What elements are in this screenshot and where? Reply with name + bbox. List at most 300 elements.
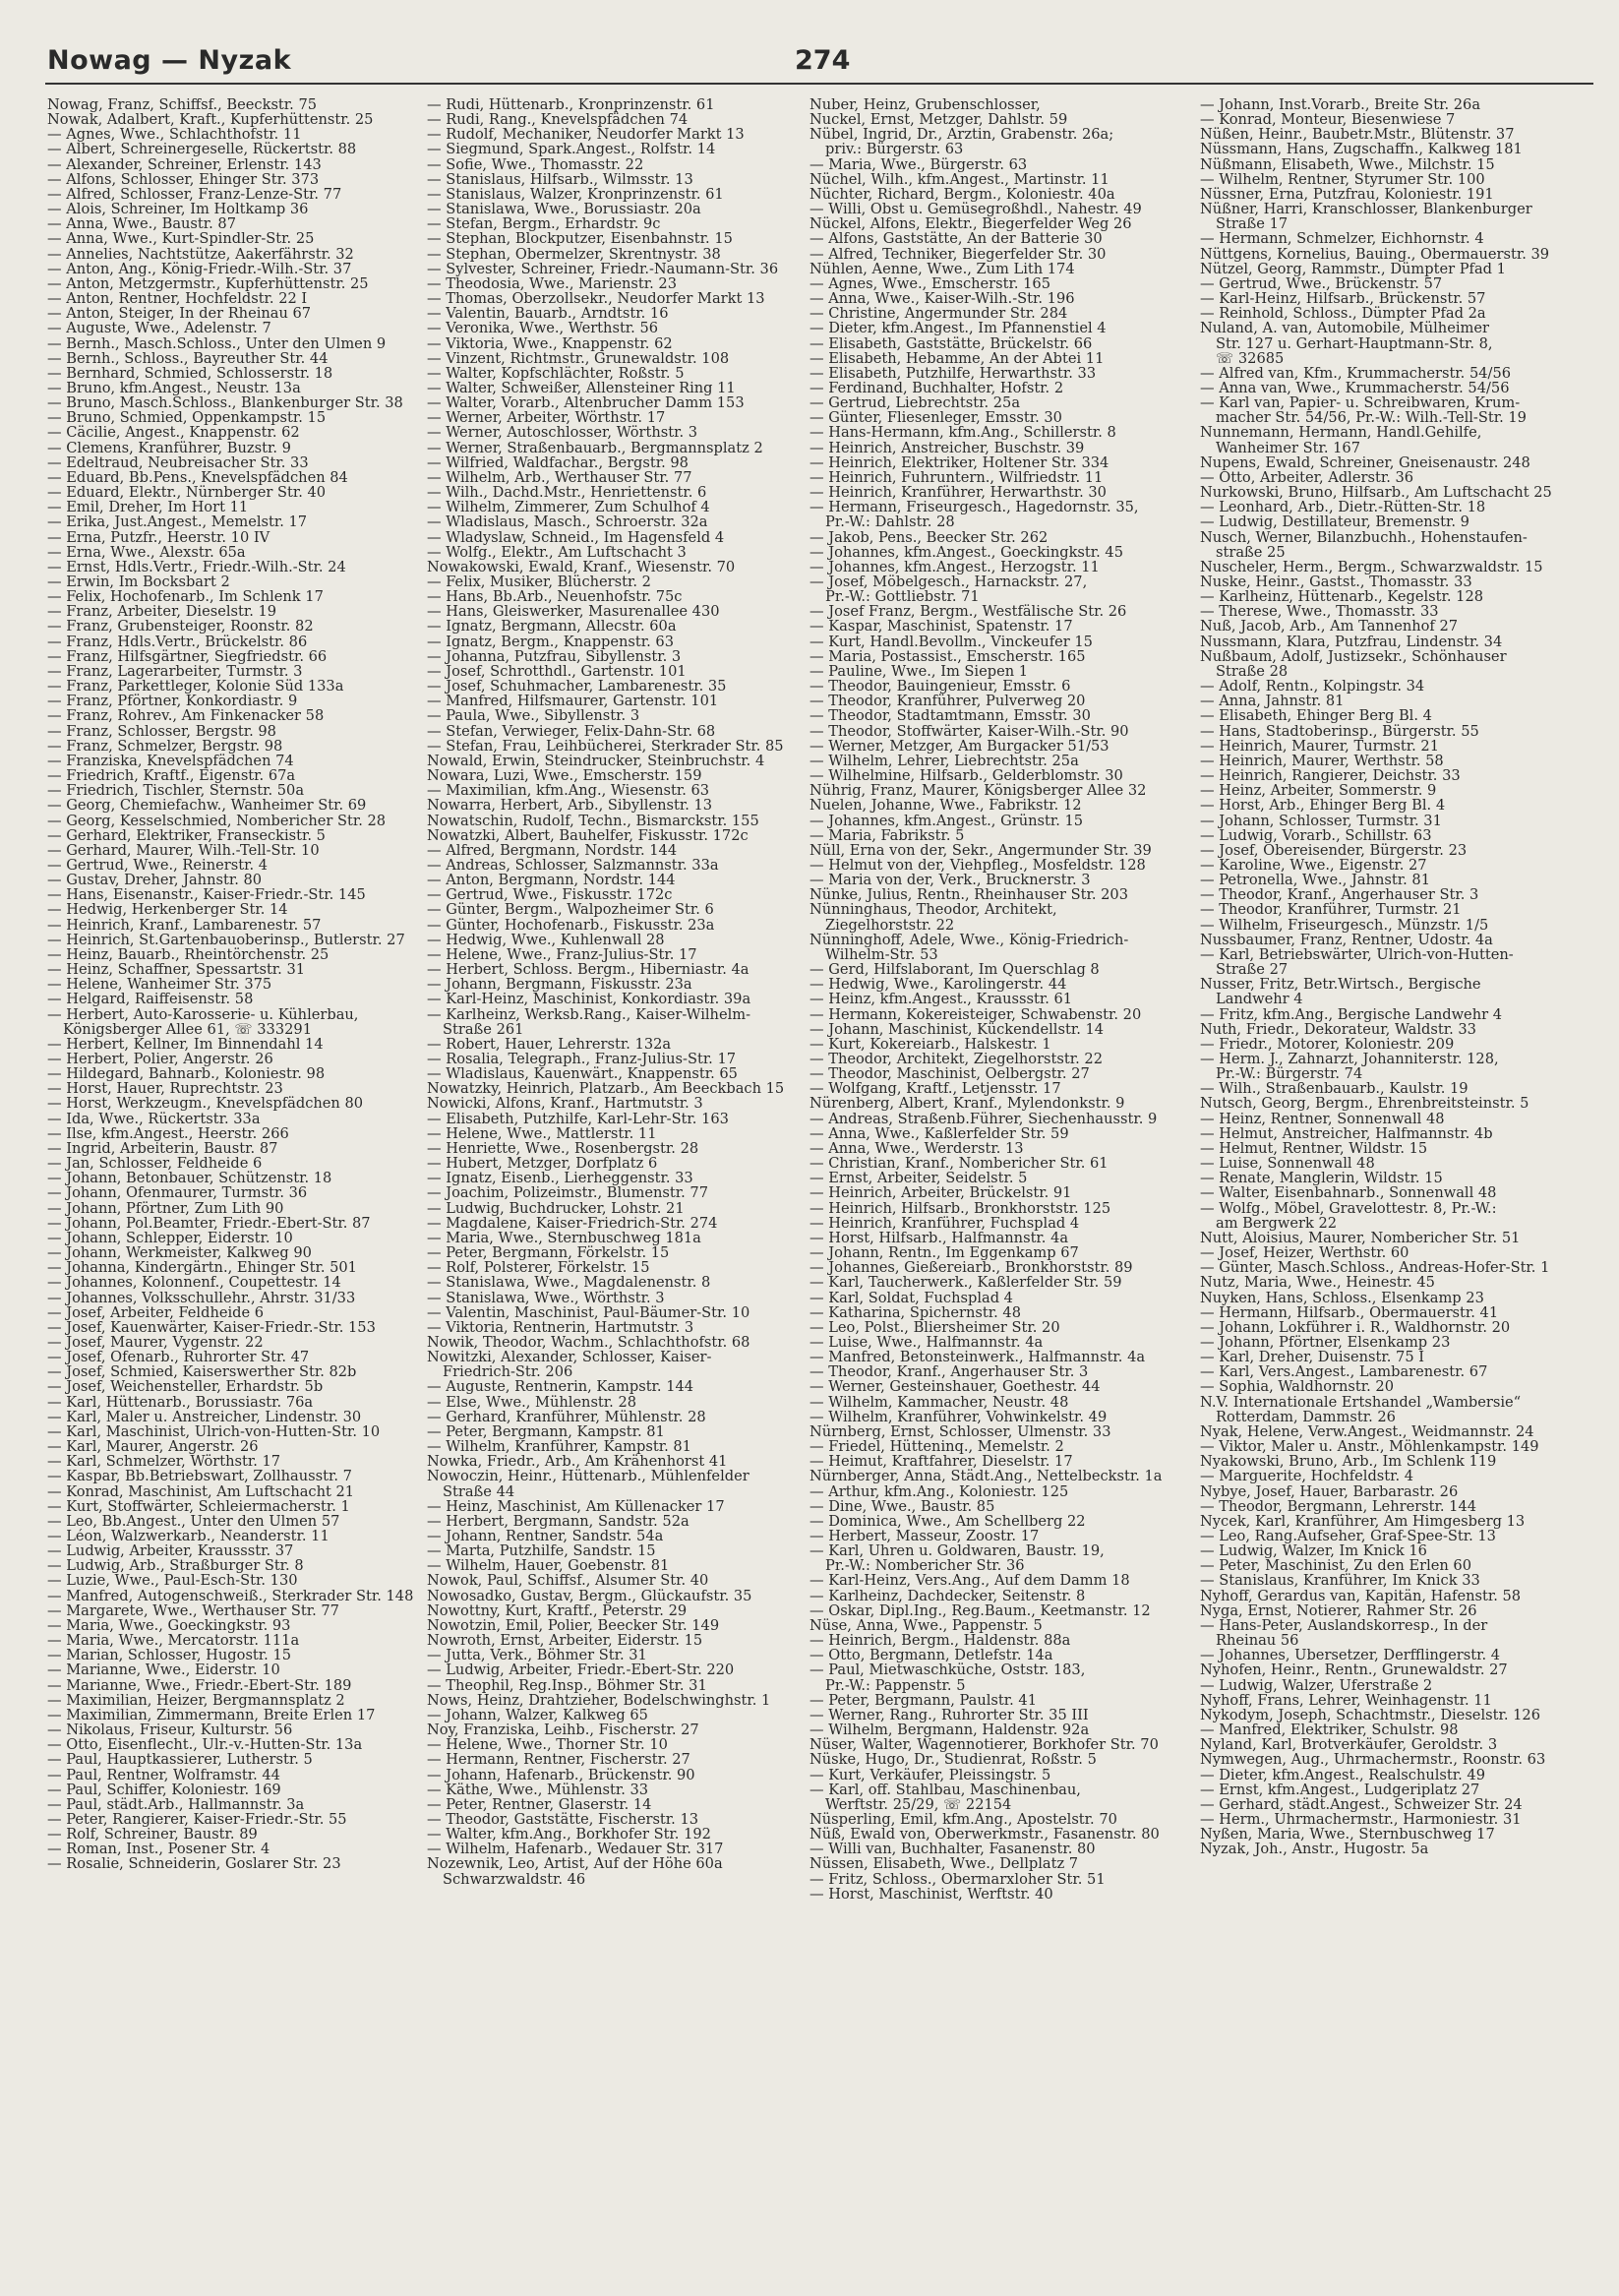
directory-entry: Nuth, Friedr., Dekorateur, Waldstr. 33 bbox=[1200, 1021, 1476, 1037]
directory-entry: — Gerd, Hilfslaborant, Im Querschlag 8 bbox=[810, 962, 1100, 978]
directory-entry: — Heinrich, Fuhruntern., Wilfriedstr. 11 bbox=[810, 469, 1104, 486]
directory-entry: — Sylvester, Schreiner, Friedr.-Naumann-Str. 36 bbox=[427, 261, 779, 276]
directory-entry: — Herm., Uhrmachermstr., Harmoniestr. 31 bbox=[1200, 1811, 1522, 1828]
directory-entry: — Franz, Schmelzer, Bergstr. 98 bbox=[47, 738, 283, 754]
directory-entry: — Oskar, Dipl.Ing., Reg.Baum., Keetmanstr. 12 bbox=[810, 1602, 1151, 1618]
page-title: Nowag — Nyzak bbox=[47, 45, 292, 76]
directory-entry: — Otto, Arbeiter, Adlerstr. 36 bbox=[1200, 469, 1414, 486]
directory-entry: — Franz, Rohrev., Am Finkenacker 58 bbox=[47, 708, 325, 724]
directory-entry: — Herm. J., Zahnarzt, Johanniterstr. 128, bbox=[1200, 1052, 1499, 1067]
directory-entry: Nowag, Franz, Schiffsf., Beeckstr. 75 bbox=[47, 97, 318, 113]
directory-entry: Straße 28 bbox=[1216, 663, 1289, 680]
directory-entry: — Johann, Bergmann, Fiskusstr. 23a bbox=[427, 977, 692, 993]
directory-entry: — Hermann, Rentner, Fischerstr. 27 bbox=[427, 1752, 690, 1768]
directory-entry: — Johannes, kfm.Angest., Grünstr. 15 bbox=[810, 813, 1084, 828]
directory-entry: — Heinrich, Kranführer, Fuchsplad 4 bbox=[810, 1215, 1080, 1231]
directory-entry: — Veronika, Wwe., Werthstr. 56 bbox=[427, 321, 659, 336]
directory-entry: — Wilhelm, Bergmann, Haldenstr. 92a bbox=[810, 1722, 1090, 1738]
directory-entry: — Paul, Schiffer, Koloniestr. 169 bbox=[47, 1782, 281, 1797]
directory-entry: — Alois, Schreiner, Im Holtkamp 36 bbox=[47, 202, 309, 217]
directory-entry: — Rudi, Hüttenarb., Kronprinzenstr. 61 bbox=[427, 97, 715, 113]
directory-entry: — Viktoria, Wwe., Knappenstr. 62 bbox=[427, 335, 673, 351]
directory-entry: — Arthur, kfm.Ang., Koloniestr. 125 bbox=[810, 1483, 1069, 1499]
directory-entry: — Maria, Wwe., Sternbuschweg 181a bbox=[427, 1230, 701, 1246]
directory-entry: — Leo, Polst., Bliersheimer Str. 20 bbox=[810, 1319, 1060, 1335]
directory-entry: — Karl, off. Stahlbau, Maschinenbau, bbox=[810, 1782, 1081, 1797]
directory-entry: — Rudi, Rang., Knevelspfädchen 74 bbox=[427, 112, 689, 128]
directory-entry: — Kurt, Verkäufer, Pleissingstr. 5 bbox=[810, 1767, 1051, 1782]
directory-entry: — Felix, Hochofenarb., Im Schlenk 17 bbox=[47, 589, 324, 605]
directory-entry: — Heinz, Maschinist, Am Küllenacker 17 bbox=[427, 1498, 725, 1514]
directory-entry: — Karlheinz, Werksb.Rang., Kaiser-Wilhelm- bbox=[427, 1006, 751, 1022]
directory-entry: straße 25 bbox=[1216, 544, 1286, 560]
directory-entry: — Hedwig, Wwe., Karolingerstr. 44 bbox=[810, 977, 1067, 993]
directory-entry: Nyakowski, Bruno, Arb., Im Schlenk 119 bbox=[1200, 1454, 1497, 1470]
directory-entry: — Stephan, Obermelzer, Skrentnystr. 38 bbox=[427, 246, 721, 262]
directory-entry: Nusser, Fritz, Betr.Wirtsch., Bergische bbox=[1200, 977, 1481, 993]
directory-entry: — Anna, Wwe., Werderstr. 13 bbox=[810, 1140, 1024, 1157]
directory-entry: — Magdalene, Kaiser-Friedrich-Str. 274 bbox=[427, 1215, 718, 1231]
directory-entry: — Therese, Wwe., Thomasstr. 33 bbox=[1200, 604, 1439, 620]
directory-entry: — Elisabeth, Putzhilfe, Herwarthstr. 33 bbox=[810, 365, 1097, 381]
directory-entry: — Wilhelmine, Hilfsarb., Gelderblomstr. 30 bbox=[810, 768, 1123, 784]
directory-entry: — Gertrud, Wwe., Reinerstr. 4 bbox=[47, 857, 269, 874]
directory-entry: Nowara, Luzi, Wwe., Emscherstr. 159 bbox=[427, 768, 702, 784]
directory-entry: — Johann, Rentner, Sandstr. 54a bbox=[427, 1529, 664, 1544]
directory-entry: — Stefan, Bergm., Erhardstr. 9c bbox=[427, 216, 661, 232]
directory-entry: Ziegelhorststr. 22 bbox=[825, 917, 955, 933]
directory-entry: — Theodor, Stadtamtmann, Emsstr. 30 bbox=[810, 708, 1091, 724]
directory-entry: — Theodor, Stoffwärter, Kaiser-Wilh.-Str. 90 bbox=[810, 723, 1129, 739]
directory-entry: — Helmut, Rentner, Wildstr. 15 bbox=[1200, 1140, 1428, 1157]
directory-entry: — Viktor, Maler u. Anstr., Möhlenkampstr. 149 bbox=[1200, 1439, 1539, 1455]
directory-entry: Nüttgens, Kornelius, Bauing., Obermauerstr. 39 bbox=[1200, 246, 1550, 262]
directory-entry: Nüll, Erna von der, Sekr., Angermunder Str. 39 bbox=[810, 842, 1152, 858]
directory-entry: Nüssmann, Hans, Zugschaffn., Kalkweg 181 bbox=[1200, 142, 1523, 157]
directory-column-4 bbox=[1200, 97, 1566, 1856]
directory-entry: Nückel, Alfons, Elektr., Biegerfelder Weg 26 bbox=[810, 216, 1132, 232]
directory-entry: Werftstr. 25/29, ☏ 22154 bbox=[825, 1796, 1012, 1812]
directory-entry: — Herbert, Kellner, Im Binnendahl 14 bbox=[47, 1036, 324, 1052]
directory-entry: — Karl-Heinz, Maschinist, Konkordiastr. 39a bbox=[427, 992, 751, 1007]
directory-entry: — Johanna, Kindergärtn., Ehinger Str. 501 bbox=[47, 1260, 357, 1276]
directory-entry: — Wilfried, Waldfachar., Bergstr. 98 bbox=[427, 454, 689, 470]
directory-entry: Nüsperling, Emil, kfm.Ang., Apostelstr. 70 bbox=[810, 1811, 1117, 1828]
directory-entry: — Wilhelm, Kammacher, Neustr. 48 bbox=[810, 1394, 1069, 1410]
directory-entry: — Heinrich, Anstreicher, Buschstr. 39 bbox=[810, 440, 1085, 455]
directory-entry: Nuyken, Hans, Schloss., Elsenkamp 23 bbox=[1200, 1290, 1484, 1305]
directory-entry: Nünke, Julius, Rentn., Rheinhauser Str. 203 bbox=[810, 887, 1128, 903]
directory-entry: — Johanna, Putzfrau, Sibyllenstr. 3 bbox=[427, 648, 682, 664]
directory-entry: — Stanislawa, Wwe., Magdalenenstr. 8 bbox=[427, 1275, 711, 1291]
directory-entry: Nyzak, Joh., Anstr., Hugostr. 5a bbox=[1200, 1842, 1429, 1857]
directory-entry: Nupens, Ewald, Schreiner, Gneisenaustr. 248 bbox=[1200, 454, 1530, 470]
directory-entry: — Walter, kfm.Ang., Borkhofer Str. 192 bbox=[427, 1827, 711, 1843]
directory-entry: Nowak, Adalbert, Kraft., Kupferhüttenstr. 25 bbox=[47, 112, 374, 128]
directory-entry: — Günter, Masch.Schloss., Andreas-Hofer-Str. 1 bbox=[1200, 1260, 1550, 1276]
directory-entry: — Helgard, Raiffeisenstr. 58 bbox=[47, 992, 254, 1007]
directory-entry: Nüssen, Elisabeth, Wwe., Dellplatz 7 bbox=[810, 1856, 1079, 1872]
directory-entry: Nuckel, Ernst, Metzger, Dahlstr. 59 bbox=[810, 112, 1068, 128]
directory-entry: Nussmann, Klara, Putzfrau, Lindenstr. 34 bbox=[1200, 634, 1503, 649]
directory-entry: — Manfred, Hilfsmaurer, Gartenstr. 101 bbox=[427, 694, 719, 709]
directory-entry: — Gerhard, Elektriker, Franseckistr. 5 bbox=[47, 827, 326, 843]
directory-entry: — Kurt, Stoffwärter, Schleiermacherstr. 1 bbox=[47, 1498, 350, 1514]
directory-entry: — Marianne, Wwe., Friedr.-Ebert-Str. 189 bbox=[47, 1677, 352, 1693]
directory-entry: — Theodor, Kranführer, Pulverweg 20 bbox=[810, 694, 1086, 709]
directory-entry: — Karl, Schmelzer, Wörthstr. 17 bbox=[47, 1454, 281, 1470]
directory-entry: — Cäcilie, Angest., Knappenstr. 62 bbox=[47, 425, 300, 441]
directory-entry: — Josef, Möbelgesch., Harnackstr. 27, bbox=[810, 574, 1088, 590]
directory-entry: — Gertrud, Liebrechtstr. 25a bbox=[810, 395, 1021, 411]
directory-entry: — Alfred, Schlosser, Franz-Lenze-Str. 77 bbox=[47, 186, 342, 203]
directory-entry: — Heinz, Schaffner, Spessartstr. 31 bbox=[47, 962, 306, 978]
directory-entry: — Alexander, Schreiner, Erlenstr. 143 bbox=[47, 156, 322, 172]
directory-entry: Nyhoff, Gerardus van, Kapitän, Hafenstr. 58 bbox=[1200, 1588, 1522, 1603]
directory-entry: Nowottny, Kurt, Kraftf., Peterstr. 29 bbox=[427, 1602, 688, 1618]
directory-entry: — Ludwig, Vorarb., Schillstr. 63 bbox=[1200, 827, 1432, 843]
directory-entry: Nüske, Hugo, Dr., Studienrat, Roßstr. 5 bbox=[810, 1752, 1097, 1768]
directory-entry: — Edeltraud, Neubreisacher Str. 33 bbox=[47, 454, 309, 470]
directory-entry: — Ernst, Hdls.Vertr., Friedr.-Wilh.-Str. 24 bbox=[47, 559, 346, 574]
directory-entry: Nussbaumer, Franz, Rentner, Udostr. 4a bbox=[1200, 932, 1493, 947]
directory-entry: — Christine, Angermunder Str. 284 bbox=[810, 306, 1068, 322]
directory-entry: — Peter, Rangierer, Kaiser-Friedr.-Str. 55 bbox=[47, 1811, 347, 1828]
directory-column-1 bbox=[47, 97, 413, 1872]
directory-entry: — Werner, Metzger, Am Burgacker 51/53 bbox=[810, 738, 1109, 754]
directory-entry: — Karlheinz, Hüttenarb., Kegelstr. 128 bbox=[1200, 589, 1484, 605]
directory-entry: — Walter, Schweißer, Allensteiner Ring 11 bbox=[427, 380, 736, 396]
directory-entry: — Gertrud, Wwe., Brückenstr. 57 bbox=[1200, 275, 1443, 292]
directory-entry: — Franz, Schlosser, Bergstr. 98 bbox=[47, 723, 276, 739]
directory-entry: Pr.-W.: Gottliebstr. 71 bbox=[825, 589, 980, 605]
directory-entry: — Maria von der, Verk., Brucknerstr. 3 bbox=[810, 873, 1091, 888]
directory-entry: — Walter, Kopfschlächter, Roßstr. 5 bbox=[427, 365, 685, 381]
directory-entry: — Hermann, Hilfsarb., Obermauerstr. 41 bbox=[1200, 1304, 1499, 1320]
directory-entry: — Henriette, Wwe., Rosenbergstr. 28 bbox=[427, 1140, 699, 1157]
directory-entry: — Friedrich, Tischler, Sternstr. 50a bbox=[47, 783, 305, 799]
directory-entry: — Wilhelm, Kranführer, Kampstr. 81 bbox=[427, 1439, 691, 1455]
directory-entry: Pr.-W.: Pappenstr. 5 bbox=[825, 1677, 966, 1693]
directory-entry: — Rolf, Schreiner, Baustr. 89 bbox=[47, 1827, 258, 1843]
directory-entry: Schwarzwaldstr. 46 bbox=[443, 1871, 586, 1887]
directory-entry: Nuske, Heinr., Gastst., Thomasstr. 33 bbox=[1200, 574, 1472, 590]
directory-entry: — Horst, Hilfsarb., Halfmannstr. 4a bbox=[810, 1230, 1069, 1246]
directory-entry: — Herbert, Auto-Karosserie- u. Kühlerbau, bbox=[47, 1006, 359, 1022]
directory-entry: — Josef, Schuhmacher, Lambarenestr. 35 bbox=[427, 679, 727, 695]
directory-entry: — Wilhelm, Hafenarb., Wedauer Str. 317 bbox=[427, 1842, 724, 1857]
directory-entry: Nutt, Aloisius, Maurer, Nombericher Str. 51 bbox=[1200, 1230, 1521, 1246]
directory-entry: — Johann, Schlosser, Turmstr. 31 bbox=[1200, 813, 1442, 828]
directory-entry: Wanheimer Str. 167 bbox=[1216, 440, 1360, 455]
directory-entry: — Helmut von der, Viehpfleg., Mosfeldstr. 128 bbox=[810, 857, 1146, 874]
directory-entry: Nykodym, Joseph, Schachtmstr., Dieselstr. 126 bbox=[1200, 1707, 1540, 1723]
directory-entry: — Helene, Wanheimer Str. 375 bbox=[47, 977, 272, 993]
directory-entry: — Heinrich, Bergm., Haldenstr. 88a bbox=[810, 1633, 1071, 1649]
directory-entry: — Wilhelm, Rentner, Styrumer Str. 100 bbox=[1200, 171, 1485, 187]
directory-entry: Straße 17 bbox=[1216, 216, 1289, 232]
directory-entry: Nuber, Heinz, Grubenschlosser, bbox=[810, 97, 1041, 113]
directory-entry: — Elisabeth, Putzhilfe, Karl-Lehr-Str. 163 bbox=[427, 1111, 729, 1126]
directory-entry: — Bruno, Schmied, Oppenkampstr. 15 bbox=[47, 410, 327, 426]
directory-entry: — Werner, Rang., Ruhrorter Str. 35 III bbox=[810, 1707, 1089, 1723]
directory-entry: — Wilhelm, Friseurgesch., Münzstr. 1/5 bbox=[1200, 917, 1489, 933]
directory-entry: — Wolfgang, Kraftf., Letjensstr. 17 bbox=[810, 1081, 1061, 1097]
directory-entry: Nusch, Werner, Bilanzbuchh., Hohenstaufen- bbox=[1200, 529, 1528, 545]
directory-entry: — Maximilian, Zimmermann, Breite Erlen 17 bbox=[47, 1707, 376, 1723]
directory-entry: — Karl, Maurer, Angerstr. 26 bbox=[47, 1439, 259, 1455]
directory-entry: Friedrich-Str. 206 bbox=[443, 1364, 573, 1380]
directory-entry: Nowakowski, Ewald, Kranf., Wiesenstr. 70 bbox=[427, 559, 736, 574]
directory-entry: — Stefan, Frau, Leihbücherei, Sterkrader Str. 85 bbox=[427, 738, 784, 754]
directory-entry: — Ludwig, Destillateur, Bremenstr. 9 bbox=[1200, 514, 1469, 530]
directory-entry: — Johann, Betonbauer, Schützenstr. 18 bbox=[47, 1171, 332, 1186]
directory-entry: — Elisabeth, Ehinger Berg Bl. 4 bbox=[1200, 708, 1432, 724]
directory-entry: — Heinrich, Maurer, Werthstr. 58 bbox=[1200, 753, 1444, 769]
directory-entry: — Theodor, Maschinist, Oelbergstr. 27 bbox=[810, 1066, 1090, 1082]
directory-entry: — Peter, Maschinist, Zu den Erlen 60 bbox=[1200, 1558, 1471, 1574]
directory-entry: — Willi van, Buchhalter, Fasanenstr. 80 bbox=[810, 1842, 1096, 1857]
directory-entry: Nuelen, Johanne, Wwe., Fabrikstr. 12 bbox=[810, 798, 1082, 814]
directory-entry: — Jan, Schlosser, Feldheide 6 bbox=[47, 1156, 263, 1172]
directory-entry: Nunnemann, Hermann, Handl.Gehilfe, bbox=[1200, 425, 1482, 441]
directory-entry: — Hildegard, Bahnarb., Koloniestr. 98 bbox=[47, 1066, 326, 1082]
directory-entry: Pr.-W.: Bürgerstr. 74 bbox=[1216, 1066, 1363, 1082]
directory-entry: — Josef, Heizer, Werthstr. 60 bbox=[1200, 1245, 1409, 1261]
directory-entry: — Ignatz, Eisenb., Lierheggenstr. 33 bbox=[427, 1171, 693, 1186]
directory-entry: — Theodosia, Wwe., Marienstr. 23 bbox=[427, 275, 677, 292]
directory-entry: Nüßmann, Elisabeth, Wwe., Milchstr. 15 bbox=[1200, 156, 1495, 172]
directory-entry: Nyak, Helene, Verw.Angest., Weidmannstr. 24 bbox=[1200, 1423, 1534, 1440]
directory-entry: — Karl, Dreher, Duisenstr. 75 I bbox=[1200, 1350, 1425, 1365]
directory-entry: — Josef, Schmied, Kaiserswerther Str. 82b bbox=[47, 1364, 357, 1380]
directory-entry: — Johannes, Volksschullehr., Ahrstr. 31/33 bbox=[47, 1290, 356, 1305]
directory-entry: — Johannes, kfm.Angest., Goeckingkstr. 45 bbox=[810, 544, 1124, 560]
header-rule bbox=[45, 83, 1593, 85]
directory-entry: — Hedwig, Herkenberger Str. 14 bbox=[47, 902, 288, 918]
directory-entry: — Margarete, Wwe., Werthauser Str. 77 bbox=[47, 1602, 339, 1618]
directory-entry: — Stanislaus, Hilfsarb., Wilmsstr. 13 bbox=[427, 171, 693, 187]
directory-entry: — Luzie, Wwe., Paul-Esch-Str. 130 bbox=[47, 1573, 298, 1589]
directory-entry: Pr.-W.: Dahlstr. 28 bbox=[825, 514, 955, 530]
directory-entry: — Werner, Arbeiter, Wörthstr. 17 bbox=[427, 410, 666, 426]
directory-entry: — Agnes, Wwe., Emscherstr. 165 bbox=[810, 275, 1050, 292]
directory-entry: — Herbert, Polier, Angerstr. 26 bbox=[47, 1052, 273, 1067]
directory-entry: — Karl, Uhren u. Goldwaren, Baustr. 19, bbox=[810, 1543, 1105, 1559]
directory-entry: Nowatzky, Heinrich, Platzarb., Am Beeckbach 15 bbox=[427, 1081, 785, 1097]
directory-entry: — Johann, Pol.Beamter, Friedr.-Ebert-Str. 87 bbox=[47, 1215, 371, 1231]
directory-entry: — Heinrich, Maurer, Turmstr. 21 bbox=[1200, 738, 1439, 754]
directory-entry: — Josef, Arbeiter, Feldheide 6 bbox=[47, 1304, 265, 1320]
directory-entry: — Theodor, Kranf., Angerhauser Str. 3 bbox=[810, 1364, 1089, 1380]
directory-entry: Nürnberg, Ernst, Schlosser, Ulmenstr. 33 bbox=[810, 1423, 1111, 1440]
directory-entry: — Franz, Hilfsgärtner, Siegfriedstr. 66 bbox=[47, 648, 328, 664]
directory-entry: — Robert, Hauer, Lehrerstr. 132a bbox=[427, 1036, 672, 1052]
directory-entry: Nymwegen, Aug., Uhrmachermstr., Roonstr. 63 bbox=[1200, 1752, 1546, 1768]
directory-entry: — Karoline, Wwe., Eigenstr. 27 bbox=[1200, 857, 1427, 874]
directory-entry: Nuß, Jacob, Arb., Am Tannenhof 27 bbox=[1200, 619, 1459, 634]
directory-entry: Nüßen, Heinr., Baubetr.Mstr., Blütenstr. 37 bbox=[1200, 127, 1515, 143]
directory-entry: — Anna, Wwe., Kaßlerfelder Str. 59 bbox=[810, 1125, 1069, 1141]
directory-entry: — Anna, Jahnstr. 81 bbox=[1200, 694, 1345, 709]
directory-entry: Nyland, Karl, Brotverkäufer, Geroldstr. 3 bbox=[1200, 1737, 1498, 1753]
directory-entry: Nuscheler, Herm., Bergm., Schwarzwaldstr. 15 bbox=[1200, 559, 1543, 574]
directory-entry: — Horst, Maschinist, Werftstr. 40 bbox=[810, 1886, 1053, 1902]
directory-entry: — Werner, Autoschlosser, Wörthstr. 3 bbox=[427, 425, 698, 441]
directory-entry: — Vinzent, Richtmstr., Grunewaldstr. 108 bbox=[427, 350, 730, 366]
directory-entry: — Clemens, Kranführer, Buzstr. 9 bbox=[47, 440, 291, 455]
directory-entry: Nows, Heinz, Drahtzieher, Bodelschwinghstr. 1 bbox=[427, 1692, 771, 1708]
directory-entry: — Josef Franz, Bergm., Westfälische Str. 26 bbox=[810, 604, 1127, 620]
directory-entry: — Franz, Parkettleger, Kolonie Süd 133a bbox=[47, 679, 344, 695]
directory-entry: — Friedel, Hütteninq., Memelstr. 2 bbox=[810, 1439, 1064, 1455]
directory-entry: — Auguste, Wwe., Adelenstr. 7 bbox=[47, 321, 271, 336]
directory-entry: — Kaspar, Bb.Betriebswart, Zollhausstr. 7 bbox=[47, 1469, 352, 1484]
directory-entry: — Bruno, kfm.Angest., Neustr. 13a bbox=[47, 380, 301, 396]
directory-entry: — Gustav, Dreher, Jahnstr. 80 bbox=[47, 873, 263, 888]
directory-entry: — Johannes, kfm.Angest., Herzogstr. 11 bbox=[810, 559, 1100, 574]
directory-entry: Nürenberg, Albert, Kranf., Mylendonkstr. 9 bbox=[810, 1096, 1125, 1112]
directory-entry: — Karl, Taucherwerk., Kaßlerfelder Str. 59 bbox=[810, 1275, 1122, 1291]
directory-entry: — Herbert, Bergmann, Sandstr. 52a bbox=[427, 1513, 690, 1529]
directory-entry: — Erika, Just.Angest., Memelstr. 17 bbox=[47, 514, 308, 530]
directory-entry: — Leo, Bb.Angest., Unter den Ulmen 57 bbox=[47, 1513, 340, 1529]
directory-entry: Straße 261 bbox=[443, 1021, 524, 1037]
directory-entry: — Johann, Rentn., Im Eggenkamp 67 bbox=[810, 1245, 1079, 1261]
directory-entry: — Gerhard, Maurer, Wilh.-Tell-Str. 10 bbox=[47, 842, 320, 858]
directory-entry: Nutsch, Georg, Bergm., Ehrenbreitsteinstr. 5 bbox=[1200, 1096, 1529, 1112]
directory-entry: — Ernst, kfm.Angest., Ludgeriplatz 27 bbox=[1200, 1782, 1480, 1797]
directory-entry: — Erna, Putzfr., Heerstr. 10 IV bbox=[47, 529, 270, 545]
directory-entry: — Hans-Hermann, kfm.Ang., Schillerstr. 8 bbox=[810, 425, 1116, 441]
directory-entry: — Heinz, Rentner, Sonnenwall 48 bbox=[1200, 1111, 1445, 1126]
directory-entry: — Gerhard, städt.Angest., Schweizer Str. 24 bbox=[1200, 1796, 1523, 1812]
directory-entry: — Ignatz, Bergmann, Allecstr. 60a bbox=[427, 619, 677, 634]
directory-entry: — Josef, Ofenarb., Ruhrorter Str. 47 bbox=[47, 1350, 310, 1365]
directory-entry: — Pauline, Wwe., Im Siepen 1 bbox=[810, 663, 1029, 680]
directory-entry: — Walter, Eisenbahnarb., Sonnenwall 48 bbox=[1200, 1185, 1497, 1201]
directory-entry: — Günter, Bergm., Walpozheimer Str. 6 bbox=[427, 902, 714, 918]
directory-entry: — Nikolaus, Friseur, Kulturstr. 56 bbox=[47, 1722, 293, 1738]
directory-entry: — Günter, Fliesenleger, Emsstr. 30 bbox=[810, 410, 1062, 426]
directory-entry: — Dominica, Wwe., Am Schellberg 22 bbox=[810, 1513, 1086, 1529]
directory-entry: — Theodor, Bergmann, Lehrerstr. 144 bbox=[1200, 1498, 1477, 1514]
directory-entry: — Fritz, Schloss., Obermarxloher Str. 51 bbox=[810, 1871, 1106, 1887]
directory-entry: — Christian, Kranf., Nombericher Str. 61 bbox=[810, 1156, 1109, 1172]
directory-entry: — Hermann, Schmelzer, Eichhornstr. 4 bbox=[1200, 231, 1484, 247]
directory-entry: Nyhoff, Frans, Lehrer, Weinhagenstr. 11 bbox=[1200, 1692, 1492, 1708]
directory-entry: Nowicki, Alfons, Kranf., Hartmutstr. 3 bbox=[427, 1096, 703, 1112]
directory-entry: — Erwin, Im Bocksbart 2 bbox=[47, 574, 230, 590]
directory-entry: Landwehr 4 bbox=[1216, 992, 1303, 1007]
directory-entry: — Franz, Lagerarbeiter, Turmstr. 3 bbox=[47, 663, 303, 680]
directory-entry: — Theodor, Kranf., Angerhauser Str. 3 bbox=[1200, 887, 1479, 903]
directory-entry: — Andreas, Straßenb.Führer, Siechenhausstr. 9 bbox=[810, 1111, 1158, 1126]
directory-entry: Königsberger Allee 61, ☏ 333291 bbox=[63, 1021, 312, 1037]
directory-entry: Nützel, Georg, Rammstr., Dümpter Pfad 1 bbox=[1200, 261, 1506, 276]
directory-entry: — Maria, Wwe., Goeckingkstr. 93 bbox=[47, 1617, 291, 1634]
directory-entry: Noy, Franziska, Leihb., Fischerstr. 27 bbox=[427, 1722, 699, 1738]
directory-entry: — Ferdinand, Buchhalter, Hofstr. 2 bbox=[810, 380, 1064, 396]
directory-entry: Nowald, Erwin, Steindrucker, Steinbruchstr. 4 bbox=[427, 753, 765, 769]
directory-entry: Nüchel, Wilh., kfm.Angest., Martinstr. 11 bbox=[810, 171, 1109, 187]
directory-entry: — Ludwig, Walzer, Uferstraße 2 bbox=[1200, 1677, 1433, 1693]
directory-entry: — Johannes, Kolonnenf., Coupettestr. 14 bbox=[47, 1275, 341, 1291]
directory-entry: Nowka, Friedr., Arb., Am Krähenhorst 41 bbox=[427, 1454, 728, 1470]
directory-entry: Nutz, Maria, Wwe., Heinestr. 45 bbox=[1200, 1275, 1435, 1291]
directory-entry: — Kurt, Handl.Bevollm., Vinckeufer 15 bbox=[810, 634, 1093, 649]
directory-entry: — Theodor, Bauingenieur, Emsstr. 6 bbox=[810, 679, 1071, 695]
directory-entry: — Felix, Musiker, Blücherstr. 2 bbox=[427, 574, 651, 590]
directory-entry: Nüchter, Richard, Bergm., Koloniestr. 40a bbox=[810, 186, 1115, 203]
directory-entry: — Josef, Kauenwärter, Kaiser-Friedr.-Str. 153 bbox=[47, 1319, 376, 1335]
directory-entry: — Maria, Postassist., Emscherstr. 165 bbox=[810, 648, 1086, 664]
directory-entry: — Gerhard, Kranführer, Mühlenstr. 28 bbox=[427, 1409, 706, 1424]
directory-entry: — Georg, Chemiefachw., Wanheimer Str. 69 bbox=[47, 798, 367, 814]
directory-entry: — Stanislaus, Kranführer, Im Knick 33 bbox=[1200, 1573, 1480, 1589]
directory-entry: — Horst, Arb., Ehinger Berg Bl. 4 bbox=[1200, 798, 1446, 814]
directory-entry: — Viktoria, Rentnerin, Hartmutstr. 3 bbox=[427, 1319, 694, 1335]
directory-entry: — Ilse, kfm.Angest., Heerstr. 266 bbox=[47, 1125, 289, 1141]
directory-entry: — Ludwig, Arb., Straßburger Str. 8 bbox=[47, 1558, 304, 1574]
directory-entry: macher Str. 54/56, Pr.-W.: Wilh.-Tell-Str. 19 bbox=[1216, 410, 1527, 426]
directory-entry: priv.: Bürgerstr. 63 bbox=[825, 142, 964, 157]
directory-entry: — Hans, Bb.Arb., Neuenhofstr. 75c bbox=[427, 589, 683, 605]
directory-entry: — Maximilian, Heizer, Bergmannsplatz 2 bbox=[47, 1692, 345, 1708]
directory-entry: — Johann, Pförtner, Zum Lith 90 bbox=[47, 1200, 284, 1216]
directory-entry: — Theodor, Gaststätte, Fischerstr. 13 bbox=[427, 1811, 699, 1828]
directory-entry: — Karl, Soldat, Fuchsplad 4 bbox=[810, 1290, 1013, 1305]
directory-entry: — Ludwig, Arbeiter, Kraussstr. 37 bbox=[47, 1543, 294, 1559]
directory-entry: — Heinrich, Kranf., Lambarenestr. 57 bbox=[47, 917, 322, 933]
directory-entry: — Wladislaus, Kauenwärt., Knappenstr. 65 bbox=[427, 1066, 738, 1082]
directory-entry: — Karl, Maschinist, Ulrich-von-Hutten-Str. 10 bbox=[47, 1423, 381, 1440]
directory-entry: — Sofie, Wwe., Thomasstr. 22 bbox=[427, 156, 644, 172]
directory-entry: — Theophil, Reg.Insp., Böhmer Str. 31 bbox=[427, 1677, 707, 1693]
directory-entry: — Wladislaus, Masch., Schroerstr. 32a bbox=[427, 514, 708, 530]
directory-entry: Nyga, Ernst, Notierer, Rahmer Str. 26 bbox=[1200, 1602, 1477, 1618]
directory-entry: — Johann, Schlepper, Eiderstr. 10 bbox=[47, 1230, 293, 1246]
directory-entry: — Maria, Wwe., Mercatorstr. 111a bbox=[47, 1633, 300, 1649]
directory-entry: — Georg, Kesselschmied, Nombericher Str. 28 bbox=[47, 813, 387, 828]
directory-entry: am Bergwerk 22 bbox=[1216, 1215, 1338, 1231]
directory-column-3 bbox=[810, 97, 1175, 1902]
directory-entry: — Friedr., Motorer, Koloniestr. 209 bbox=[1200, 1036, 1455, 1052]
directory-entry: — Bernhard, Schmied, Schlosserstr. 18 bbox=[47, 365, 333, 381]
directory-entry: — Josef, Obereisender, Bürgerstr. 23 bbox=[1200, 842, 1468, 858]
directory-entry: — Werner, Gesteinshauer, Goethestr. 44 bbox=[810, 1379, 1101, 1395]
directory-entry: — Karl van, Papier- u. Schreibwaren, Krum- bbox=[1200, 395, 1521, 411]
directory-entry: — Karl-Heinz, Vers.Ang., Auf dem Damm 18 bbox=[810, 1573, 1130, 1589]
directory-entry: — Heinrich, Hilfsarb., Bronkhorststr. 125 bbox=[810, 1200, 1111, 1216]
directory-entry: — Anna, Wwe., Baustr. 87 bbox=[47, 216, 236, 232]
directory-entry: — Wilhelm, Arb., Werthauser Str. 77 bbox=[427, 469, 692, 486]
directory-entry: Nurkowski, Bruno, Hilfsarb., Am Luftschacht 25 bbox=[1200, 485, 1552, 501]
directory-entry: — Konrad, Maschinist, Am Luftschacht 21 bbox=[47, 1483, 355, 1499]
directory-entry: — Johann, Pförtner, Elsenkamp 23 bbox=[1200, 1334, 1451, 1351]
directory-entry: — Alfred, Bergmann, Nordstr. 144 bbox=[427, 842, 678, 858]
directory-entry: Straße 27 bbox=[1216, 962, 1289, 978]
directory-entry: — Otto, Eisenflecht., Ulr.-v.-Hutten-Str. 13a bbox=[47, 1737, 363, 1753]
directory-entry: — Luise, Sonnenwall 48 bbox=[1200, 1156, 1375, 1172]
directory-entry: — Helmut, Anstreicher, Halfmannstr. 4b bbox=[1200, 1125, 1493, 1141]
directory-entry: — Johannes, Übersetzer, Derfflingerstr. 4 bbox=[1200, 1648, 1501, 1663]
directory-entry: — Johann, Maschinist, Kückendellstr. 14 bbox=[810, 1021, 1105, 1037]
directory-entry: — Rosalie, Schneiderin, Goslarer Str. 23 bbox=[47, 1856, 341, 1872]
directory-entry: — Anton, Rentner, Hochfeldstr. 22 I bbox=[47, 291, 308, 307]
directory-entry: — Bernh., Masch.Schloss., Unter den Ulmen 9 bbox=[47, 335, 387, 351]
directory-entry: — Marianne, Wwe., Eiderstr. 10 bbox=[47, 1662, 280, 1678]
